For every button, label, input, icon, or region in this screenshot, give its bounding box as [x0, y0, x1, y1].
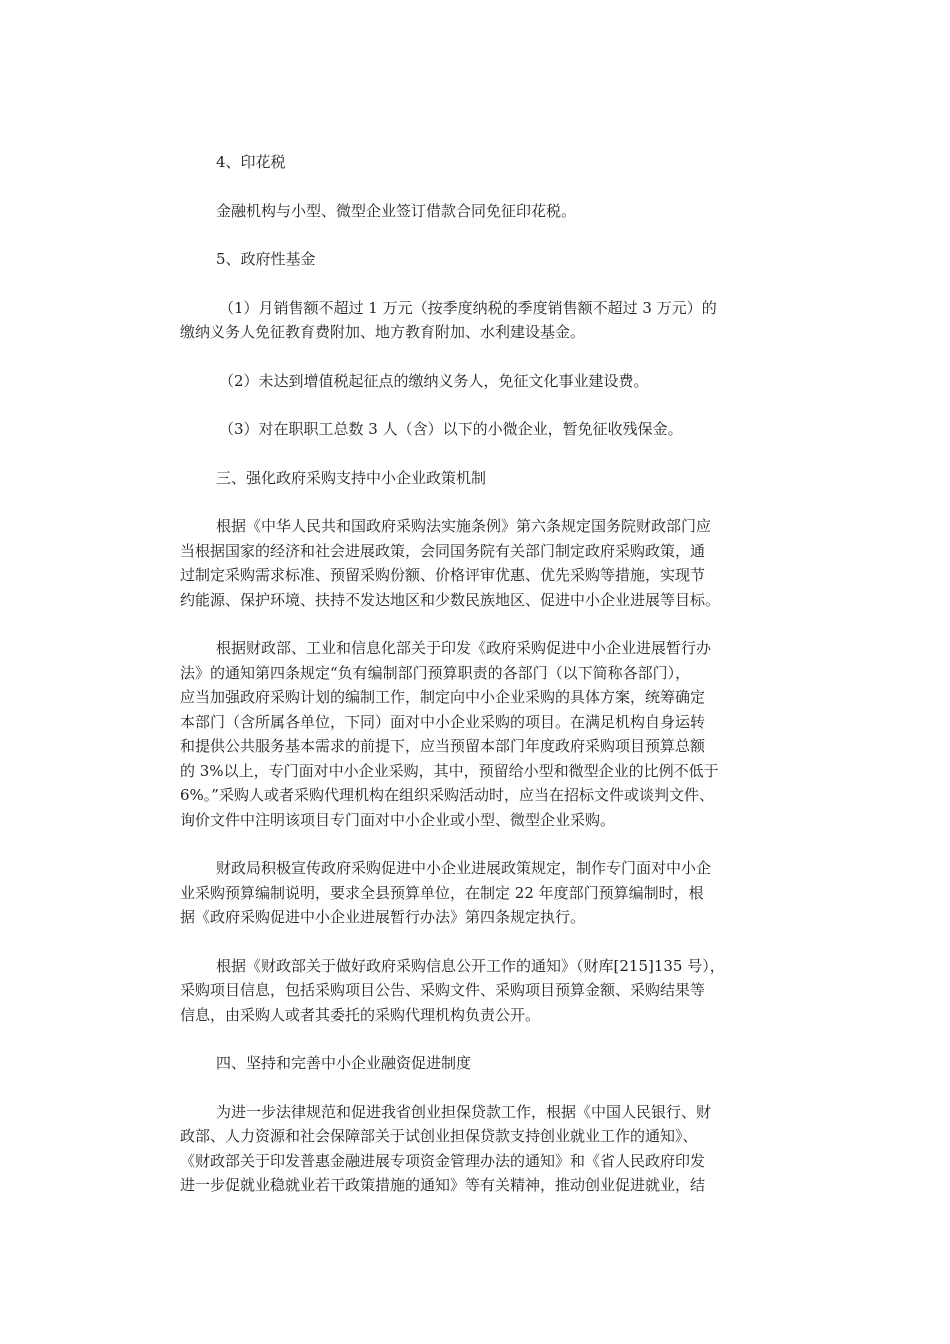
text-line: 为进一步法律规范和促进我省创业担保贷款工作，根据《中国人民银行、财	[216, 1102, 712, 1121]
paragraph-stamp-tax	[180, 199, 780, 224]
text-line: 根据《中华人民共和国政府采购法实施条例》第六条规定国务院财政部门应	[216, 517, 712, 535]
text-line: 过制定采购需求标准、预留采购份额、价格评审优惠、优先采购等措施，实现节	[180, 566, 706, 584]
text-line: 4、印花税	[216, 153, 286, 171]
text-line: 四、坚持和完善中小企业融资促进制度	[216, 1054, 472, 1072]
text-line: 应当加强政府采购计划的编制工作，制定向中小企业采购的具体方案，统筹确定	[180, 688, 706, 706]
text-line: 财政局积极宣传政府采购促进中小企业进展政策规定，制作专门面对中小企	[216, 859, 712, 877]
text-line: 6%。”采购人或者采购代理机构在组织采购活动时，应当在招标文件或谈判文件、	[180, 786, 714, 804]
text-line: 法》的通知第四条规定“负有编制部门预算职责的各部门（以下简称各部门），	[180, 663, 691, 682]
text-line: 本部门（含所属各单位，下同）面对中小企业采购的项目。在满足机构自身运转	[180, 712, 706, 731]
paragraph-notice	[180, 636, 780, 832]
text-line: （1）月销售额不超过 1 万元（按季度纳税的季度销售额不超过 3 万元）的	[219, 298, 717, 317]
text-line: （2）未达到增值税起征点的缴纳义务人，免征文化事业建设费。	[219, 371, 649, 390]
document-body	[180, 150, 780, 1198]
text-line: 三、强化政府采购支持中小企业政策机制	[216, 468, 487, 487]
paragraph-finance-bureau	[180, 856, 780, 930]
text-line: 5、政府性基金	[216, 250, 316, 268]
text-line: 根据财政部、工业和信息化部关于印发《政府采购促进中小企业进展暂行办	[216, 639, 712, 657]
text-line: 采购项目信息，包括采购项目公告、采购文件、采购项目预算金额、采购结果等	[180, 981, 706, 999]
text-line: 《财政部关于印发普惠金融进展专项资金管理办法的通知》和《省人民政府印发	[180, 1151, 706, 1170]
text-line: 根据《财政部关于做好政府采购信息公开工作的通知》（财库[215]135 号），	[216, 956, 725, 975]
text-line: 询价文件中注明该项目专门面对中小企业或小型、微型企业采购。	[180, 810, 616, 829]
text-line: 约能源、保护环境、扶持不发达地区和少数民族地区、促进中小企业进展等目标。	[180, 590, 721, 609]
text-line: （3）对在职职工总数 3 人（含）以下的小微企业，暂免征收残保金。	[219, 420, 683, 438]
text-line: 的 3%以上，专门面对中小企业采购，其中，预留给小型和微型企业的比例不低于	[180, 761, 719, 780]
paragraph-disclosure	[180, 954, 780, 1028]
text-line: 信息，由采购人或者其委托的采购代理机构负责公开。	[180, 1005, 541, 1024]
text-line: 缴纳义务人免征教育费附加、地方教育附加、水利建设基金。	[180, 323, 586, 341]
paragraph-regulation	[180, 514, 780, 612]
text-line: 政部、人力资源和社会保障部关于试创业担保贷款支持创业就业工作的通知》、	[180, 1127, 698, 1145]
text-line: 据《政府采购促进中小企业进展暂行办法》第四条规定执行。	[180, 908, 586, 926]
paragraph-loans	[180, 1100, 780, 1198]
text-line: 金融机构与小型、微型企业签订借款合同免征印花税。	[216, 201, 577, 220]
heading-section-3	[180, 466, 780, 491]
paragraph-fund-item-2	[180, 369, 780, 394]
text-line: 业采购预算编制说明，要求全县预算单位，在制定 22 年度部门预算编制时，根	[180, 883, 704, 902]
paragraph-fund-item-1	[180, 296, 780, 345]
heading-stamp-tax	[180, 150, 780, 175]
text-line: 进一步促就业稳就业若干政策措施的通知》等有关精神，推动创业促进就业，结	[180, 1176, 706, 1194]
paragraph-fund-item-3	[180, 417, 780, 442]
text-line: 和提供公共服务基本需求的前提下，应当预留本部门年度政府采购项目预算总额	[180, 737, 706, 755]
heading-section-4	[180, 1051, 780, 1076]
text-line: 当根据国家的经济和社会进展政策，会同国务院有关部门制定政府采购政策，通	[180, 541, 706, 560]
heading-government-fund	[180, 247, 780, 272]
